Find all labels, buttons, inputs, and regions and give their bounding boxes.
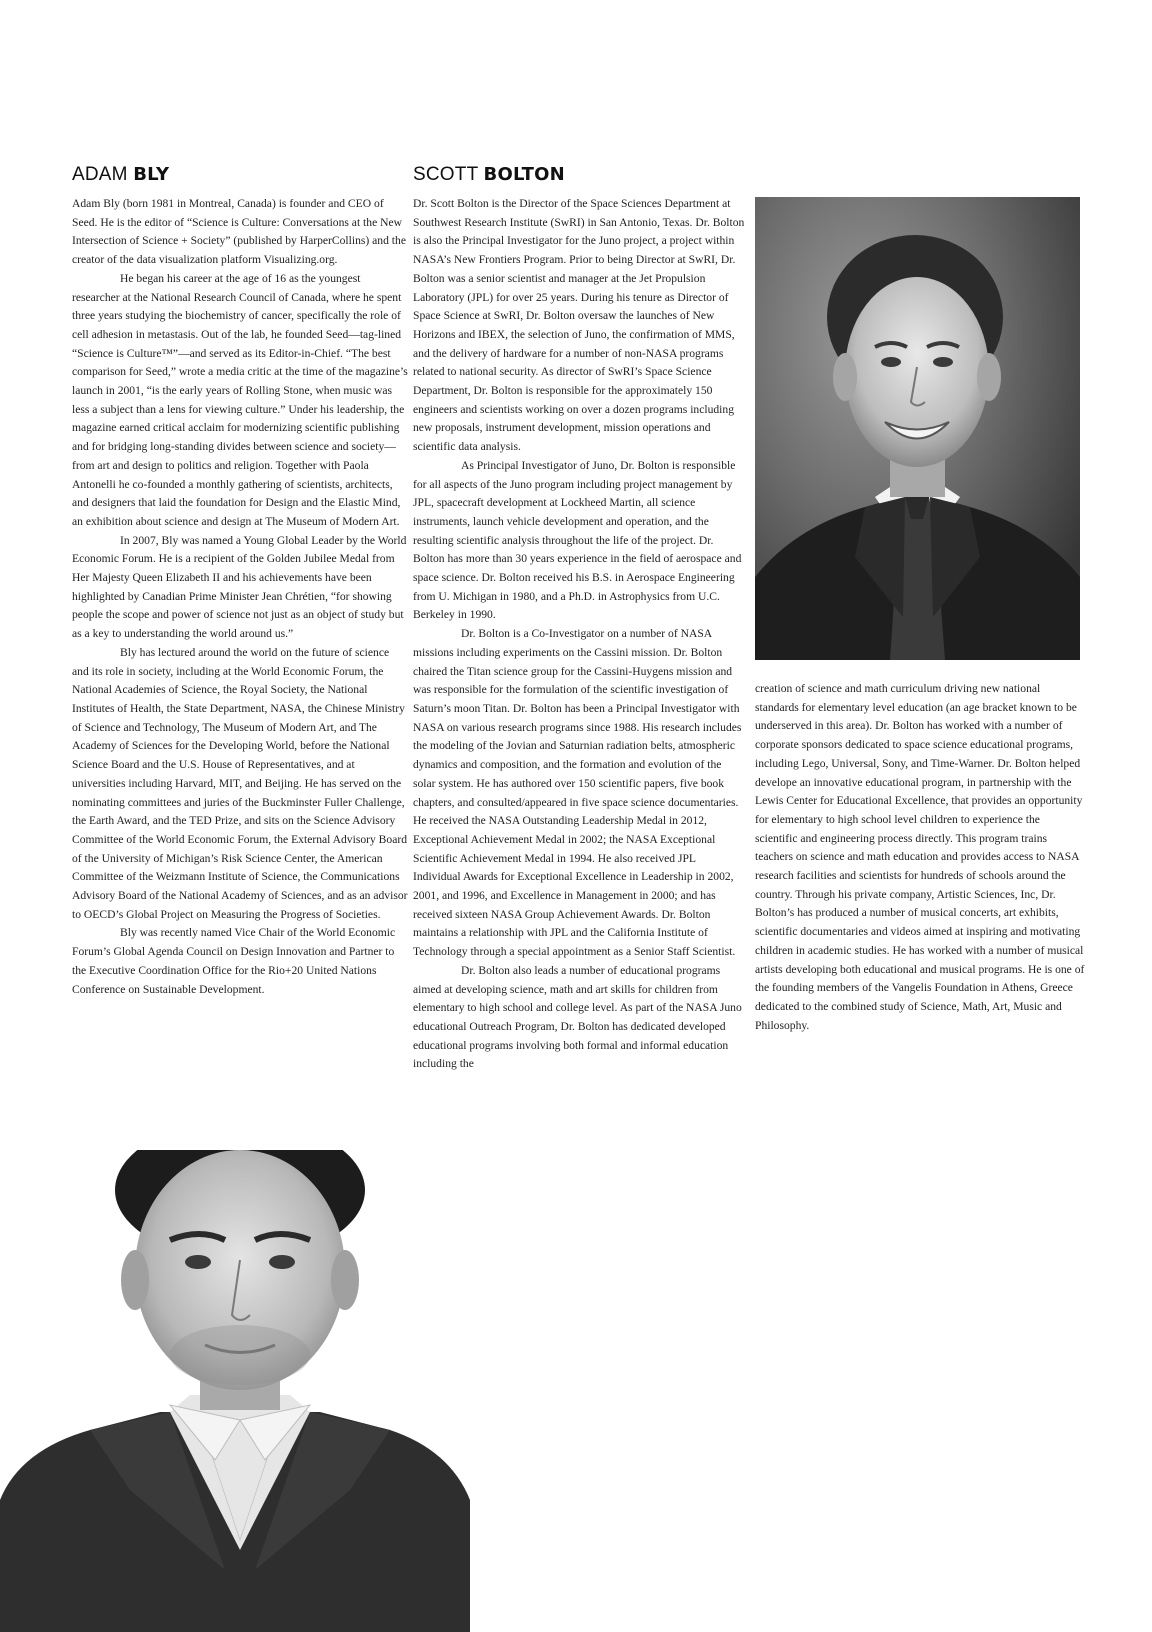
bly-paragraph-5: Bly was recently named Vice Chair of the World Economic Forum’s Global Agenda Council on Design Innovation and Partner to the Executive Coordination Office for the Rio+20 United Nations Conference on Sustainable Development.: [72, 926, 396, 996]
bolton-first-name: SCOTT: [413, 164, 484, 185]
bolton-paragraph-continued: creation of science and math curriculum driving new national standards for elementary level education (an age bracket known to be underserved in this area). Dr. Bolton has worked with a number of corporate sponsors dedicated to space science educational programs, including Lego, Universal, Sony, and Time-Warner. Dr. Bolton helped develope an innovative educational program, in partnership with the Lewis Center for Educational Excellence, that provides an opportunity for elementary to high school level children to experience the scientific and engineering process directly. This program trains teachers on science and math education and provides access to NASA research facilities and scientists for hundreds of schools around the country. Through his private company, Artistic Sciences, Inc, Dr. Bolton’s has produced a number of musical concerts, art exhibits, scientific documentaries and videos aimed at inspiring and motivating children in academic studies. He has worked with a number of musical artists developing both educational and musical programs. He is one of the founding members of the Vangelis Foundation in Athens, Greece dedicated to the combined study of Science, Math, Art, Music and Philosophy.: [755, 682, 1085, 1032]
bolton-bio-column: [413, 163, 745, 1074]
bly-paragraph-1: Adam Bly (born 1981 in Montreal, Canada) is founder and CEO of Seed. He is the editor of “Science is Culture: Conversations at the New Intersection of Science + Society” (published by HarperCollins) and the creator of the data visualization platform Visualizing.org.: [72, 197, 406, 267]
bly-last-name: BLY: [133, 164, 170, 185]
bolton-paragraph-3: Dr. Bolton is a Co-Investigator on a number of NASA missions including experiments on the Cassini mission. Dr. Bolton chaired the Titan science group for the Cassini-Huygens mission and was responsible for the formulation of the scientific investigation of Saturn’s moon Titan. Dr. Bolton has been a Principal Investigator with NASA on various research programs since 1988. His research includes the modeling of the Jovian and Saturnian radiation belts, atmospheric dynamics and composition, and the formation and evolution of the solar system. He has authored over 150 scientific papers, five book chapters, and consulted/appeared in five space science documentaries. He received the NASA Outstanding Leadership Medal in 2012, Exceptional Achievement Medal in 2002; the NASA Exceptional Scientific Achievement Medal in 1994. He also received JPL Individual Awards for Exceptional Excellence in Leadership in 2002, 2001, and 1996, and Excellence in Management in 2000; and has received sixteen NASA Group Achievement Awards. Dr. Bolton maintains a relationship with JPL and the California Institute of Technology through a special appointment as a Senior Staff Scientist.: [413, 627, 742, 959]
bolton-portrait-illustration: [755, 197, 1080, 660]
portrait-photo-bolton: [755, 197, 1080, 660]
bly-paragraph-2: He began his career at the age of 16 as the youngest researcher at the National Research Council of Canada, where he spent three years studying the biochemistry of cancer, specifically the role of cell adhesion in metastasis. Out of the lab, he founded Seed—tag-lined “Science is Culture™”—and served as its Editor-in-Chief. “The best comparison for Seed,” wrote a media critic at the time of the magazine’s launch in 2001, “is the early years of Rolling Stone, when music was less a subject than a lens for viewing culture.” Under his leadership, the magazine earned critical acclaim for modernizing scientific publishing and for bridging long-standing divides between science and society—from art and design to politics and religion. Together with Paola Antonelli he co-founded a monthly gathering of scientists, architects, and designers that laid the foundation for Design and the Elastic Mind, an exhibition about science and design at The Museum of Modern Art.: [72, 271, 408, 528]
bly-portrait-illustration: [0, 1150, 470, 1632]
bolton-paragraph-1: Dr. Scott Bolton is the Director of the Space Sciences Department at Southwest Research Institute (SwRI) in San Antonio, Texas. Dr. Bolton is also the Principal Investigator for the Juno project, a project within NASA’s New Frontiers Program. Prior to being Director at SwRI, Dr. Bolton was a senior scientist and manager at the Jet Propulsion Laboratory (JPL) for over 25 years. During his tenure as Director of Space Science at SwRI, Dr. Bolton oversaw the launches of New Horizons and IBEX, the selection of Juno, the confirmation of MMS, and the delivery of hardware for a number of non-NASA programs related to national security. As director of SwRI’s Space Science Department, Dr. Bolton is responsible for the approximately 150 engineers and scientists working on over a dozen programs including new proposals, instrument development, mission operations and scientific data analysis.: [413, 197, 745, 454]
bolton-last-name: BOLTON: [483, 164, 565, 185]
bly-first-name: ADAM: [72, 164, 134, 185]
bly-heading: [72, 163, 408, 187]
bly-bio-column: [72, 163, 408, 999]
portrait-photo-bly: [0, 1150, 470, 1632]
bolton-bio-continued: [755, 680, 1085, 1035]
bolton-paragraph-2: As Principal Investigator of Juno, Dr. Bolton is responsible for all aspects of the Juno program including project management by JPL, spacecraft development at Lockheed Martin, all science instruments, launch vehicle development and operation, and the resulting scientific analysis throughout the life of the project. Dr. Bolton has more than 30 years experience in the field of aerospace and space science. Dr. Bolton received his B.S. in Aerospace Engineering from U. Michigan in 1980, and a Ph.D. in Astrophysics from U.C. Berkeley in 1990.: [413, 458, 742, 622]
bly-paragraph-3: In 2007, Bly was named a Young Global Leader by the World Economic Forum. He is a recipient of the Golden Jubilee Medal from Her Majesty Queen Elizabeth II and his achievements have been highlighted by Canadian Prime Minister Jean Chrétien, “for showing people the scope and power of science not just as an object of study but as a key to understanding the world around us.”: [72, 533, 407, 641]
bolton-paragraph-4: Dr. Bolton also leads a number of educational programs aimed at developing science, math and art skills for children from elementary to high school and college level. As part of the NASA Juno educational Outreach Program, Dr. Bolton has dedicated developed educational programs involving both formal and informal education including the: [413, 963, 742, 1071]
bly-paragraph-4: Bly has lectured around the world on the future of science and its role in society, including at the World Economic Forum, the National Academies of Science, the Royal Society, the National Institutes of Health, the State Department, NASA, the Chinese Ministry of Science and Technology, The Museum of Modern Art, and The Academy of Sciences for the Developing World, before the National Science Board and the U.S. House of Representatives, and at universities including Harvard, MIT, and Beijing. He has served on the nominating committees and juries of the Buckminster Fuller Challenge, the Earth Award, and the TED Prize, and sits on the Science Advisory Committee of the World Economic Forum, the External Advisory Board of the University of Michigan’s Risk Science Center, the American Committee of the Weizmann Institute of Science, the Communications Advisory Board of the National Academy of Sciences, and as an advisor to OECD’s Global Project on Measuring the Progress of Societies.: [72, 645, 408, 921]
bolton-heading: [413, 163, 745, 187]
